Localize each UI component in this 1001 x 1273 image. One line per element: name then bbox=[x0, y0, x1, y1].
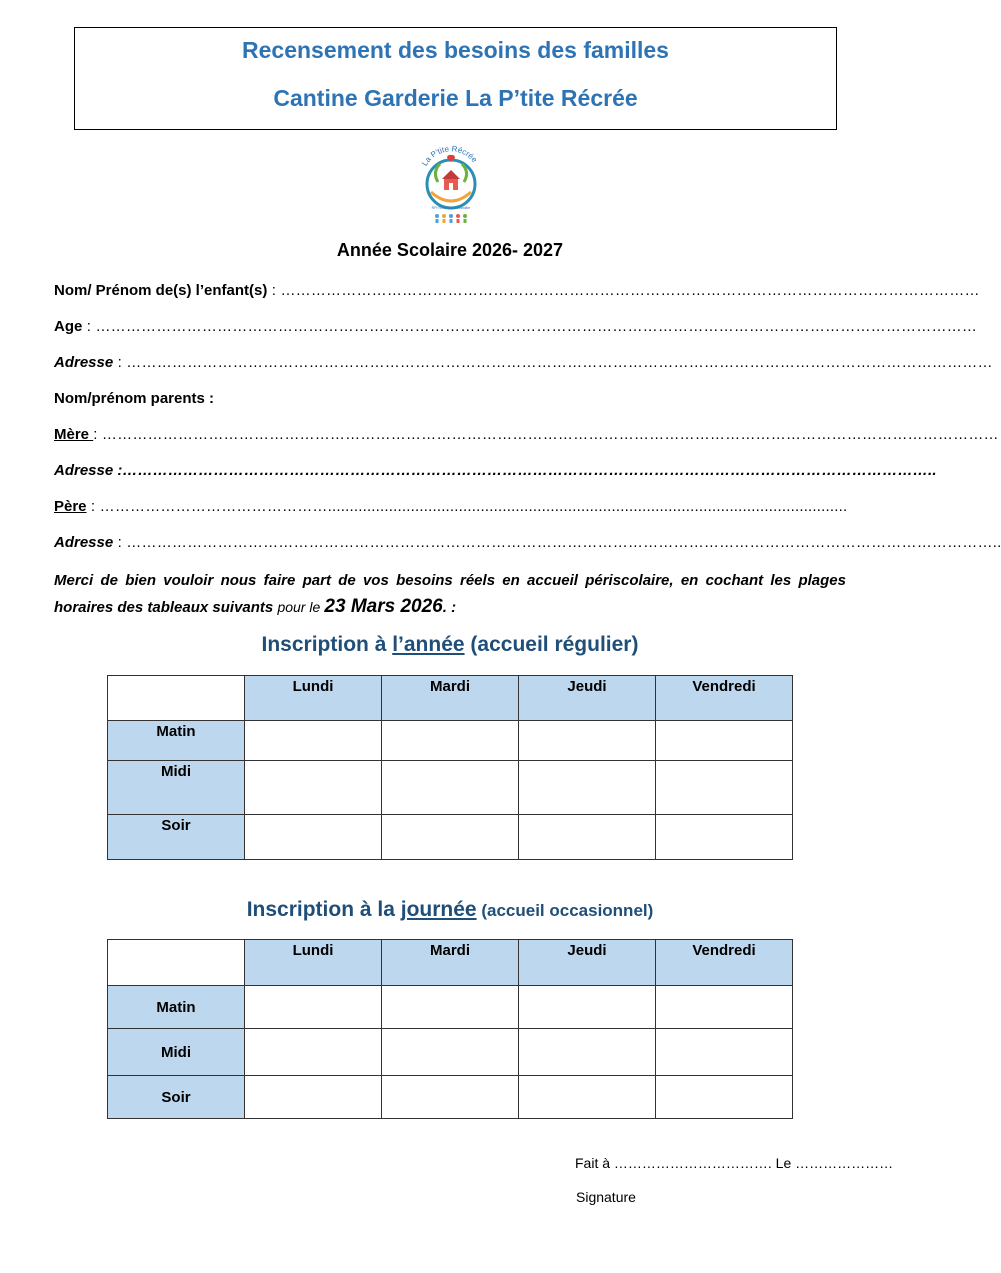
child-address-dots: : ……………………………………………………………………………………………………………………………………………………… bbox=[113, 354, 993, 371]
checkbox-cell[interactable] bbox=[382, 986, 519, 1029]
title-box bbox=[74, 27, 837, 130]
checkbox-cell[interactable] bbox=[382, 1076, 519, 1119]
checkbox-cell[interactable] bbox=[519, 986, 656, 1029]
table-row bbox=[108, 1076, 793, 1119]
checkbox-cell[interactable] bbox=[519, 1029, 656, 1076]
checkbox-cell[interactable] bbox=[656, 1076, 793, 1119]
section-annual-underline: l’année bbox=[392, 633, 465, 656]
checkbox-cell[interactable] bbox=[245, 721, 382, 761]
table-header-row bbox=[108, 940, 793, 986]
father-label: Père bbox=[54, 498, 87, 515]
checkbox-cell[interactable] bbox=[656, 721, 793, 761]
signature-label: Signature bbox=[576, 1189, 636, 1205]
checkbox-cell[interactable] bbox=[382, 1029, 519, 1076]
school-year: Année Scolaire 2026- 2027 bbox=[336, 240, 564, 260]
svg-text:RPI Rimsdorf-Weckwiller: RPI Rimsdorf-Weckwiller bbox=[431, 206, 471, 210]
checkbox-cell[interactable] bbox=[519, 1076, 656, 1119]
section-daily-underline: journée bbox=[400, 898, 477, 921]
intro-text: Merci de bien vouloir nous faire part de vos besoins réels en accueil périscolaire, en cochant les plages horaires des tableaux suivants bbox=[54, 572, 846, 616]
col-header: Lundi bbox=[245, 676, 382, 721]
checkbox-cell[interactable] bbox=[382, 761, 519, 815]
col-header: Jeudi bbox=[519, 676, 656, 721]
child-name-label: Nom/ Prénom de(s) l’enfant(s) bbox=[54, 282, 268, 299]
child-address-label: Adresse bbox=[54, 354, 114, 371]
daily-schedule-table bbox=[107, 939, 793, 1119]
checkbox-cell[interactable] bbox=[245, 1029, 382, 1076]
section-daily-pre: Inscription à la bbox=[246, 898, 401, 921]
parents-heading bbox=[54, 390, 844, 407]
child-name-dots: : ………………………………………………………………………………………………………………………… bbox=[267, 282, 980, 299]
mother-address-label: Adresse : bbox=[54, 462, 123, 479]
col-header: Mardi bbox=[382, 676, 519, 721]
col-header: Lundi bbox=[245, 940, 382, 986]
col-header: Mardi bbox=[382, 940, 519, 986]
table-row bbox=[108, 721, 793, 761]
col-header: Vendredi bbox=[656, 940, 793, 986]
intro-pour-le: pour le bbox=[277, 599, 321, 615]
checkbox-cell[interactable] bbox=[382, 721, 519, 761]
intro-paragraph bbox=[54, 568, 846, 621]
row-header: Midi bbox=[108, 1029, 245, 1076]
table-row bbox=[108, 761, 793, 815]
mother-address-dots: …………………………………………………………………………………………………………………………………………….. bbox=[122, 462, 937, 479]
section-daily-post: (accueil occasionnel) bbox=[476, 901, 654, 920]
checkbox-cell[interactable] bbox=[656, 815, 793, 860]
checkbox-cell[interactable] bbox=[519, 721, 656, 761]
father-field[interactable] bbox=[54, 498, 848, 515]
row-header: Matin bbox=[108, 721, 245, 761]
mother-address-field[interactable] bbox=[54, 462, 937, 479]
section-annual-pre: Inscription à bbox=[261, 633, 393, 656]
corner-cell bbox=[108, 940, 245, 986]
section-annual-title bbox=[0, 633, 900, 657]
annual-schedule-table bbox=[107, 675, 793, 860]
checkbox-cell[interactable] bbox=[245, 761, 382, 815]
intro-tail: . : bbox=[442, 599, 457, 616]
age-field[interactable] bbox=[54, 318, 978, 335]
age-dots: : ………………………………………………………………………………………………………………………………………………………… bbox=[82, 318, 978, 335]
mother-label: Mère bbox=[54, 426, 94, 443]
row-header: Soir bbox=[108, 1076, 245, 1119]
section-daily-title bbox=[0, 898, 900, 922]
row-header: Midi bbox=[108, 761, 245, 815]
table-row bbox=[108, 986, 793, 1029]
table-header-row bbox=[108, 676, 793, 721]
checkbox-cell[interactable] bbox=[519, 761, 656, 815]
svg-text:La P'tite Récrée: La P'tite Récrée bbox=[420, 144, 480, 168]
child-name-field[interactable] bbox=[54, 282, 980, 299]
checkbox-cell[interactable] bbox=[245, 815, 382, 860]
checkbox-cell[interactable] bbox=[245, 1076, 382, 1119]
table-row bbox=[108, 1029, 793, 1076]
checkbox-cell[interactable] bbox=[656, 986, 793, 1029]
row-header: Matin bbox=[108, 986, 245, 1029]
col-header: Vendredi bbox=[656, 676, 793, 721]
document-subtitle: Cantine Garderie La P’tite Récrée bbox=[273, 85, 638, 111]
corner-cell bbox=[108, 676, 245, 721]
mother-field[interactable] bbox=[54, 426, 999, 443]
checkbox-cell[interactable] bbox=[382, 815, 519, 860]
checkbox-cell[interactable] bbox=[656, 1029, 793, 1076]
child-address-field[interactable] bbox=[54, 354, 993, 371]
age-label: Age bbox=[54, 318, 83, 335]
checkbox-cell[interactable] bbox=[245, 986, 382, 1029]
table-row bbox=[108, 815, 793, 860]
parents-label: Nom/prénom parents : bbox=[54, 390, 215, 407]
section-annual-post: (accueil régulier) bbox=[464, 633, 639, 656]
father-dots: : ………………………………………....................................................................................................................... bbox=[86, 498, 848, 515]
checkbox-cell[interactable] bbox=[656, 761, 793, 815]
mother-dots: : …………………………………………………………………………………………………………………………………………………………… bbox=[93, 426, 999, 443]
father-address-label: Adresse bbox=[54, 534, 114, 551]
place-date-line[interactable]: Fait à ……………………………. Le ………………… bbox=[575, 1155, 894, 1171]
checkbox-cell[interactable] bbox=[519, 815, 656, 860]
document-title: Recensement des besoins des familles bbox=[242, 37, 669, 63]
cantine-logo bbox=[414, 138, 488, 226]
father-address-field[interactable] bbox=[54, 534, 1001, 551]
father-address-dots: : ……………………………………………………………………………………………………………………………………………………….. bbox=[113, 534, 1001, 551]
col-header: Jeudi bbox=[519, 940, 656, 986]
row-header: Soir bbox=[108, 815, 245, 860]
intro-date: 23 Mars 2026 bbox=[324, 596, 443, 617]
